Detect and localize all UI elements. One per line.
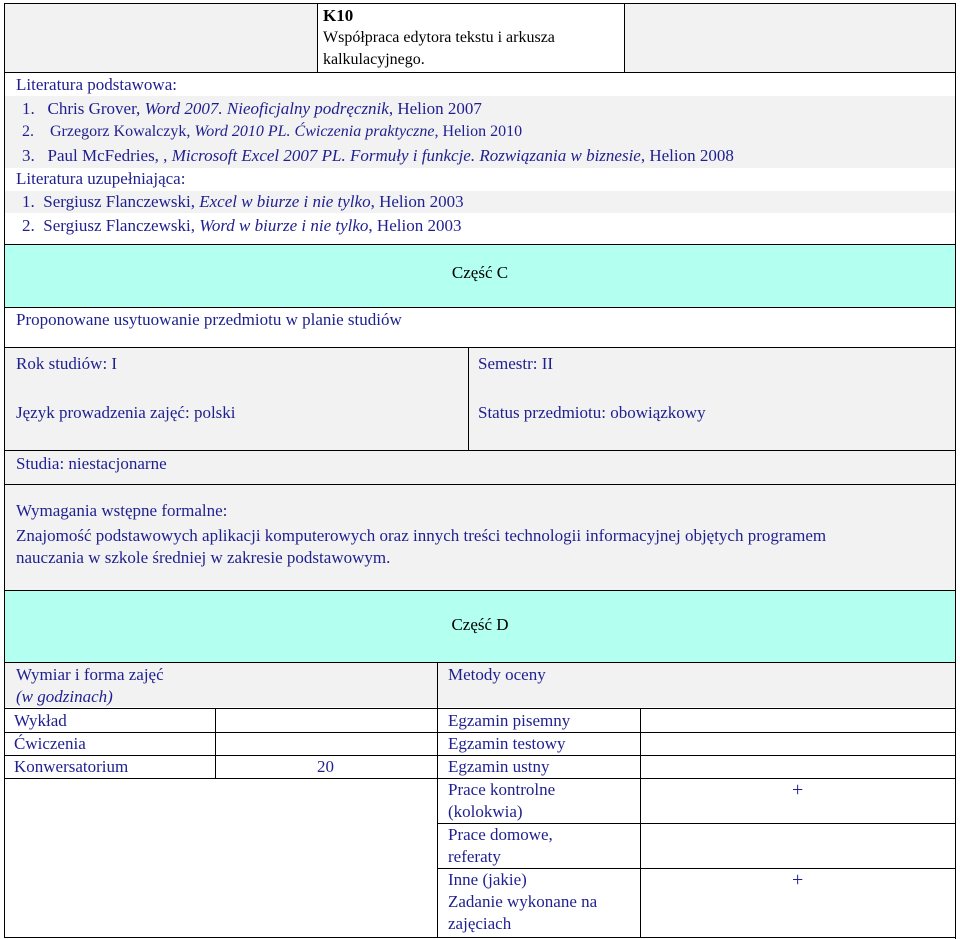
method-tests-mark: + — [792, 779, 804, 801]
methods-heading: Metody oceny — [448, 665, 546, 684]
part-c-heading: Część C — [451, 263, 509, 282]
course-title-line-1: Współpraca edytora tekstu i arkusza — [323, 29, 555, 46]
method-homework-line-2: referaty — [448, 847, 501, 866]
method-other-line-2: Zadanie wykonane na — [448, 892, 598, 911]
literature-basic-item-1: 1. Chris Grover, Word 2007. Nieoficjalny podręcznik, Helion 2007 — [22, 99, 482, 118]
requirements-text-line-2: nauczania w szkole średniej w zakresie podstawowym. — [16, 548, 391, 567]
header-left-cell — [5, 4, 317, 72]
course-title-line-2: kalkulacyjnego. — [323, 51, 425, 68]
forms-heading: Wymiar i forma zajęć — [16, 665, 164, 684]
course-status: Status przedmiotu: obowiązkowy — [478, 403, 706, 422]
method-test-exam: Egzamin testowy — [448, 734, 566, 753]
year-of-study: Rok studiów: I — [16, 354, 118, 373]
method-homework-line-1: Prace domowe, — [448, 825, 553, 844]
method-other-line-1: Inne (jakie) — [448, 870, 527, 889]
method-other-line-3: zajęciach — [448, 914, 512, 933]
forms-subheading: (w godzinach) — [16, 687, 113, 706]
semester: Semestr: II — [478, 354, 554, 373]
literature-basic-item-2: 2. Grzegorz Kowalczyk, Word 2010 PL. Ćwiczenia praktyczne, Helion 2010 — [22, 123, 523, 140]
teaching-language: Język prowadzenia zajęć: polski — [16, 403, 236, 422]
method-oral-exam: Egzamin ustny — [448, 757, 550, 776]
method-other-mark: + — [792, 869, 804, 891]
literature-extra-item-1: 1. Sergiusz Flanczewski, Excel w biurze i nie tylko, Helion 2003 — [22, 192, 464, 211]
literature-basic-heading: Literatura podstawowa: — [16, 75, 177, 94]
literature-extra-heading: Literatura uzupełniająca: — [16, 169, 186, 188]
literature-basic-item-3: 3. Paul McFedries, , Microsoft Excel 2007 PL. Formuły i funkcje. Rozwiązania w biznesie, Helion 2008 — [22, 146, 734, 165]
method-tests-line-2: (kolokwia) — [448, 802, 523, 821]
conversatorium-hours: 20 — [317, 757, 334, 776]
method-tests-line-1: Prace kontrolne — [448, 780, 556, 799]
course-code: K10 — [323, 6, 354, 25]
method-written-exam: Egzamin pisemny — [448, 711, 571, 730]
form-lecture: Wykład — [14, 711, 67, 730]
requirements-heading: Wymagania wstępne formalne: — [16, 501, 228, 520]
header-right-cell — [625, 4, 955, 72]
form-conversatorium: Konwersatorium — [14, 757, 129, 776]
form-exercises: Ćwiczenia — [14, 734, 86, 753]
study-mode: Studia: niestacjonarne — [16, 454, 167, 473]
part-d-heading: Część D — [451, 615, 509, 634]
placement-heading: Proponowane usytuowanie przedmiotu w planie studiów — [16, 310, 402, 329]
literature-extra-item-2: 2. Sergiusz Flanczewski, Word w biurze i nie tylko, Helion 2003 — [22, 216, 462, 235]
requirements-text-line-1: Znajomość podstawowych aplikacji komputerowych oraz innych treści technologii informacyjnej objętych programem — [16, 526, 827, 545]
